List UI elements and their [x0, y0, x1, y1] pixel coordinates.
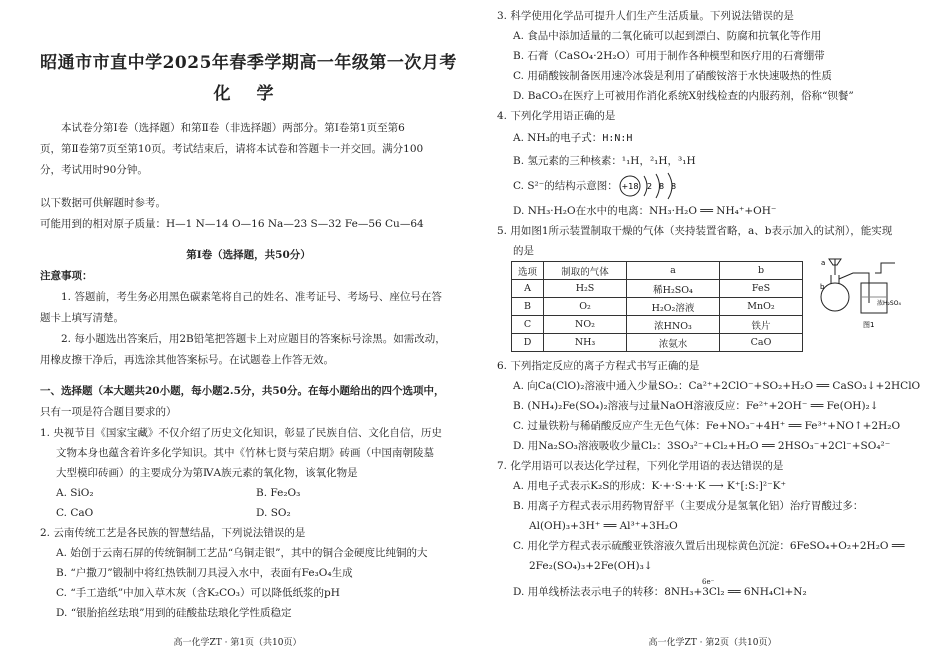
option-d: D. BaCO₃在医疗上可被用作消化系统X射线检查的内服药剂，俗称“钡餐”: [513, 90, 854, 102]
option-a: A. NH₃的电子式：H:N:H: [513, 132, 633, 144]
shell-label: 2: [646, 182, 652, 191]
option-b-cont: Al(OH)₃+3H⁺ ══ Al³⁺+3H₂O: [529, 520, 678, 532]
option-c: C. “手工造纸”中加入草木灰（含K₂CO₃）可以降低纸浆的pH: [56, 587, 340, 599]
table-row: B O₂ H₂O₂溶液 MnO₂: [512, 298, 803, 316]
question-1: 大型模印砖画）的主要成分为第ⅣA族元素的氧化物，该氧化物是: [56, 467, 358, 479]
part-heading: 只有一项是符合题目要求的）: [40, 406, 177, 418]
atomic-mass-line: 可能用到的相对原子质量：H—1 N—14 O—16 Na—23 S—32 Fe—56 Cu—64: [40, 218, 424, 230]
option-row: [40, 503, 457, 523]
option-c: C. CaO: [56, 507, 94, 519]
question-1: 1. 央视节目《国家宝藏》不仅介绍了历史文化知识，彰显了民族自信、文化自信，历史: [40, 427, 442, 439]
question-5-content: [497, 261, 934, 352]
intro-line: 分，考试用时90分钟。: [40, 164, 148, 176]
notice-line: 1. 答题前，考生务必用黑色碳素笔将自己的姓名、准考证号、考场号、座位号在答: [61, 291, 442, 303]
electron-transfer-label: 6e⁻: [702, 578, 715, 586]
table-row: C NO₂ 浓HNO₃ 铁片: [512, 316, 803, 334]
page-footer: 高一化学ZT · 第2页（共10页）: [648, 638, 777, 648]
table-header-row: [512, 262, 803, 280]
option-row: [40, 483, 457, 503]
question-5: 的是: [513, 245, 534, 257]
page-right: [475, 0, 950, 654]
table-row: A H₂S 稀H₂SO₄ FeS: [512, 280, 803, 298]
data-note: 以下数据可供解题时参考。: [40, 197, 166, 209]
table-header: 选项: [512, 262, 544, 280]
section-heading: 第Ⅰ卷（选择题，共50分）: [186, 249, 311, 261]
table-header: a: [627, 262, 720, 280]
label-a: a: [821, 259, 826, 267]
option-c: C. 用化学方程式表示硫酸亚铁溶液久置后出现棕黄色沉淀：6FeSO₄+O₂+2H₂O ══: [513, 540, 905, 552]
option-a: A. 用电子式表示K₂S的形成：K·+·S·+·K ⟶ K⁺[:S:]²⁻K⁺: [513, 480, 787, 492]
option-c: C. 过量铁粉与稀硝酸反应产生无色气体：Fe+NO₃⁻+4H⁺ ══ Fe³⁺+NO↑+2H₂O: [513, 420, 901, 432]
page-footer: 高一化学ZT · 第1页（共10页）: [173, 638, 302, 648]
question-1: 文物本身也蕴含着许多化学知识。其中《竹林七贤与荣启期》砖画（中国南朝陵墓: [56, 447, 434, 459]
option-d: D. NH₃·H₂O在水中的电离：NH₃·H₂O ══ NH₄⁺+OH⁻: [513, 205, 777, 217]
option-b: B. “户撒刀”锻制中将红热铁制刀具浸入水中，表面有Fe₃O₄生成: [56, 567, 353, 579]
acid-label: 浓H₂SO₄: [877, 300, 901, 307]
option-a: A. 食品中添加适量的二氧化硫可以起到漂白、防腐和抗氧化等作用: [513, 30, 822, 42]
question-7: 7. 化学用语可以表达化学过程，下列化学用语的表达错误的是: [497, 460, 784, 472]
table-row: D NH₃ 浓氨水 CaO: [512, 334, 803, 352]
part-heading: 一、选择题（本大题共20小题，每小题2.5分，共50分。在每小题给出的四个选项中，: [40, 385, 445, 397]
option-b: B. (NH₄)₂Fe(SO₄)₂溶液与过量NaOH溶液反应：Fe²⁺+2OH⁻ ══ Fe(OH)₂↓: [513, 400, 879, 412]
notice-line: 题卡上填写清楚。: [40, 312, 124, 324]
question-4: 4. 下列化学用语正确的是: [497, 110, 616, 122]
nucleus-label: +18: [621, 182, 639, 191]
option-b: B. 石膏（CaSO₄·2H₂O）可用于制作各种模型和医疗用的石膏绷带: [513, 50, 825, 62]
option-d: D. 用Na₂SO₃溶液吸收少量Cl₂：3SO₃²⁻+Cl₂+H₂O ══ 2HSO₃⁻+2Cl⁻+SO₄²⁻: [513, 440, 891, 452]
option-a: A. SiO₂: [56, 487, 94, 499]
option-c: C. S²⁻的结构示意图： +18 2 8 8: [497, 171, 934, 201]
option-d: 6e⁻ D. 用单线桥法表示电子的转移：8NH₃+3Cl₂ ══ 6NH₄Cl+N₂: [497, 582, 934, 602]
reagent-table: [511, 261, 803, 352]
sulfide-structure-diagram: [618, 172, 698, 200]
exam-subject: 化 学: [213, 84, 284, 104]
intro-line: 页，第Ⅱ卷第7页至第10页。考试结束后，请将本试卷和答题卡一并交回。满分100: [40, 143, 424, 155]
option-c: C. 用硝酸铵制备医用速冷冰袋是利用了硝酸铵溶于水快速吸热的性质: [513, 70, 832, 82]
exam-title: 昭通市市直中学2025年春季学期高一年级第一次月考: [40, 53, 457, 73]
option-d: D. SO₂: [256, 507, 291, 519]
intro-line: 本试卷分第Ⅰ卷（选择题）和第Ⅱ卷（非选择题）两部分。第Ⅰ卷第1页至第6: [61, 122, 405, 134]
option-b: B. Fe₂O₃: [256, 487, 301, 499]
table-header: 制取的气体: [544, 262, 627, 280]
label-b: b: [820, 283, 825, 291]
apparatus-figure: [819, 253, 909, 333]
figure-caption: 图1: [863, 321, 875, 329]
option-d: D. “银胎掐丝珐琅”用到的硅酸盐珐琅化学性质稳定: [56, 607, 292, 619]
shell-label: 8: [670, 182, 676, 191]
notice-title: 注意事项：: [40, 270, 93, 282]
question-5: 5. 用如图1所示装置制取干燥的气体（夹持装置省略，a、b表示加入的试剂），能实现: [497, 225, 893, 237]
option-b: B. 氢元素的三种核素：¹₁H，²₁H，³₁H: [513, 155, 696, 167]
table-header: b: [720, 262, 803, 280]
option-a: A. 向Ca(ClO)₂溶液中通入少量SO₂：Ca²⁺+2ClO⁻+SO₂+H₂O ══ CaSO₃↓+2HClO: [513, 380, 921, 392]
option-a: A. 始创于云南石屏的传统铜制工艺品“乌铜走银”，其中的铜合金硬度比纯铜的大: [56, 547, 428, 559]
question-3: 3. 科学使用化学品可提升人们生产生活质量。下列说法错误的是: [497, 10, 794, 22]
shell-label: 8: [658, 182, 664, 191]
question-2: 2. 云南传统工艺是各民族的智慧结晶，下列说法错误的是: [40, 527, 306, 539]
notice-line: 用橡皮擦干净后，再选涂其他答案标号。在试题卷上作答无效。: [40, 354, 334, 366]
notice-line: 2. 每小题选出答案后，用2B铅笔把答题卡上对应题目的答案标号涂黑。如需改动，: [61, 333, 446, 345]
option-b: B. 用离子方程式表示用药物胃舒平（主要成分是氢氧化铝）治疗胃酸过多：: [513, 500, 864, 512]
question-6: 6. 下列指定反应的离子方程式书写正确的是: [497, 360, 700, 372]
option-c-cont: 2Fe₂(SO₄)₃+2Fe(OH)₃↓: [529, 560, 653, 572]
